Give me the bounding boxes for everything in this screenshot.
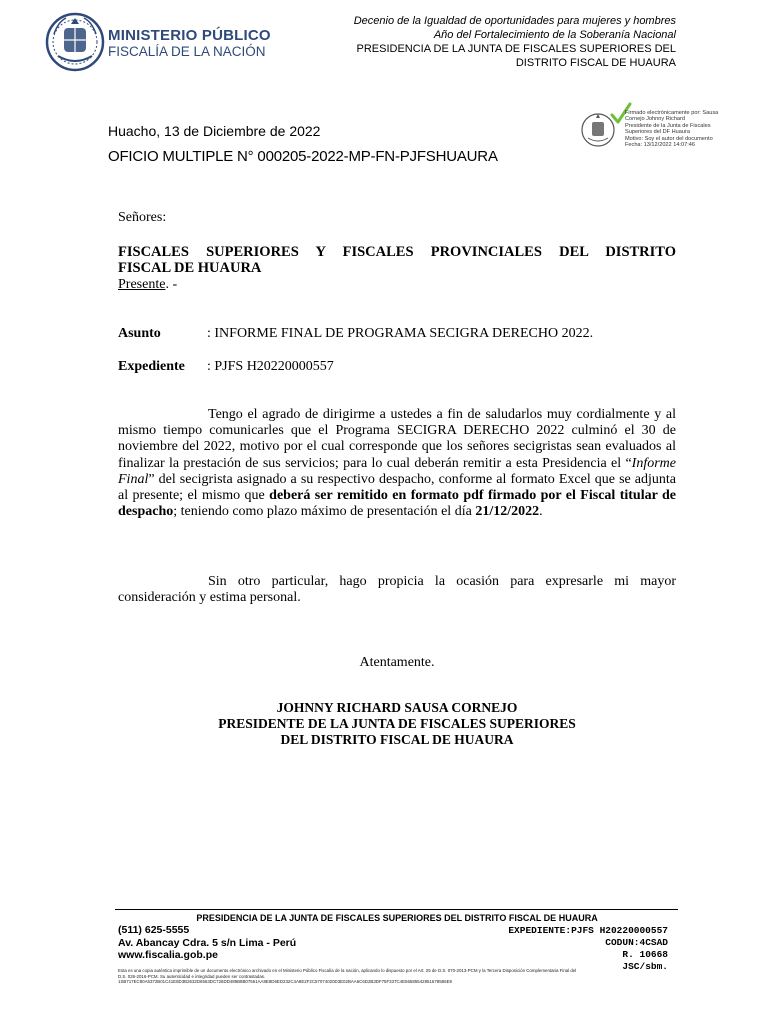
body-paragraph-2 [118,574,676,606]
document-title: OFICIO MULTIPLE N° 000205-2022-MP-FN-PJFSHUAURA [108,148,498,165]
signer-title-2: DEL DISTRITO FISCAL DE HUAURA [280,732,514,747]
para1-text-a: Tengo el agrado de dirigirme a ustedes a fin de saludarlos muy cordialmente y al mismo tiempo comunicarles que el Programa SECIGRA DERECHO 2022 culminó el 30 de noviembre del 2022, motivo por el cual corresponde que los señores secigristas sean evaluados al finalizar la prestación de sus servicios; para lo cual deberán remitir a esta Presidencia el “ [118,407,676,471]
decade-slogan: Decenio de la Igualdad de oportunidades para mujeres y hombres [353,15,676,27]
footer-contact [118,924,296,962]
authenticity-note [118,968,678,985]
footer-r-number: R. 10668 [622,949,668,960]
para2-text: Sin otro particular, hago propicia la ocasión para expresarle mi mayor consideración y estima personal. [118,574,676,606]
signature-line: Fecha: 13/12/2022 14:07:46 [625,142,695,149]
signature-line: Presidente de la Junta de Fiscales [625,122,711,129]
presente-line [118,277,177,293]
expediente-value: : PJFS H20220000557 [207,359,334,374]
para1-end: . [539,504,543,520]
signer-title-1: PRESIDENTE DE LA JUNTA DE FISCALES SUPERIORES [218,716,576,731]
footer-phone: (511) 625-5555 [118,924,190,936]
body-paragraph-1 [118,407,676,520]
salutation: Señores: [118,210,167,225]
electronic-signature-text [625,110,740,148]
addressee-line-1: FISCALES SUPERIORES Y FISCALES PROVINCIALES DEL DISTRITO [118,244,676,260]
expediente-label: Expediente [118,359,185,374]
footer-references [508,925,668,973]
signature-line: Motivo: Soy el autor del documento [625,135,713,142]
asunto-label: Asunto [118,326,161,341]
letter-date: Huacho, 13 de Diciembre de 2022 [108,123,321,139]
signature-line: Superiores del DF Huaura [625,129,690,136]
presente-word: Presente [118,277,166,292]
year-slogan: Año del Fortalecimiento de la Soberanía Nacional [433,29,676,41]
asunto-value: : INFORME FINAL DE PROGRAMA SECIGRA DERECHO 2022. [207,326,594,341]
footer-website[interactable]: www.fiscalia.gob.pe [118,949,218,961]
authenticity-note-line: Esta es una copia auténtica imprimible de un documento electrónico archivado en el Ministerio Público Fiscalía de la nación, aplicando lo dispuesto por el Art. 25 de D.S. 070-2013-PCM y la Tercera Disposición Complementaria Final del [118,968,577,973]
authenticity-note-line: D.S. 026-2016-PCM. Su autenticidad e integridad pueden ser contrastadas. [118,973,266,979]
para1-italic: Informe Final [118,455,676,487]
organization-line-2: FISCALÍA DE LA NACIÓN [108,44,266,59]
para1-bold: deberá ser remitido en formato pdf firmado por el Fiscal titular de despacho [118,488,676,520]
authenticity-hash: 1SB717EC80A5372B01C41E8D3B2632D6563DC726DD489B8B07561AA8E8D6ED232C4A8E2F2C57074020D3E02BAA6C6D2B3DF75F337C4E56585542851678586E9 [118,979,452,985]
office-line-1: PRESIDENCIA DE LA JUNTA DE FISCALES SUPERIORES DEL [356,43,676,55]
organization-name [108,27,271,59]
para1-text-b: ” del secigrista asignado a su respectivo despacho, conforme al formato Excel que se adjunta al presente; el mismo que [118,471,676,504]
header-office-block [256,14,676,70]
signature-line: Cornejo Johnny Richard [625,116,686,123]
signer-block [118,700,676,748]
footer-address: Av. Abancay Cdra. 5 s/n Lima - Perú [118,936,297,949]
signer-name: JOHNNY RICHARD SAUSA CORNEJO [276,700,518,715]
footer-codun: CODUN:4CSAD [605,937,668,948]
closing: Atentamente. [359,655,435,670]
addressee-line-2: FISCAL DE HUAURA [118,260,262,276]
organization-line-1: MINISTERIO PÚBLICO [108,27,271,44]
signature-line: Firmado electrónicamente por: Sausa [625,110,719,116]
presente-suffix: . - [165,277,178,292]
ministerio-publico-crest-icon [44,4,106,76]
footer-expediente: EXPEDIENTE:PJFS H20220000557 [508,925,668,936]
para1-deadline: 21/12/2022 [475,504,540,520]
footer-title: PRESIDENCIA DE LA JUNTA DE FISCALES SUPERIORES DEL DISTRITO FISCAL DE HUAURA [196,913,598,923]
footer-initials: JSC/sbm. [622,961,668,972]
addressee [118,244,676,276]
office-line-2: DISTRITO FISCAL DE HUAURA [515,57,676,69]
para1-text-c: ; teniendo como plazo máximo de presentación el día [173,504,476,520]
footer-divider [115,909,678,910]
